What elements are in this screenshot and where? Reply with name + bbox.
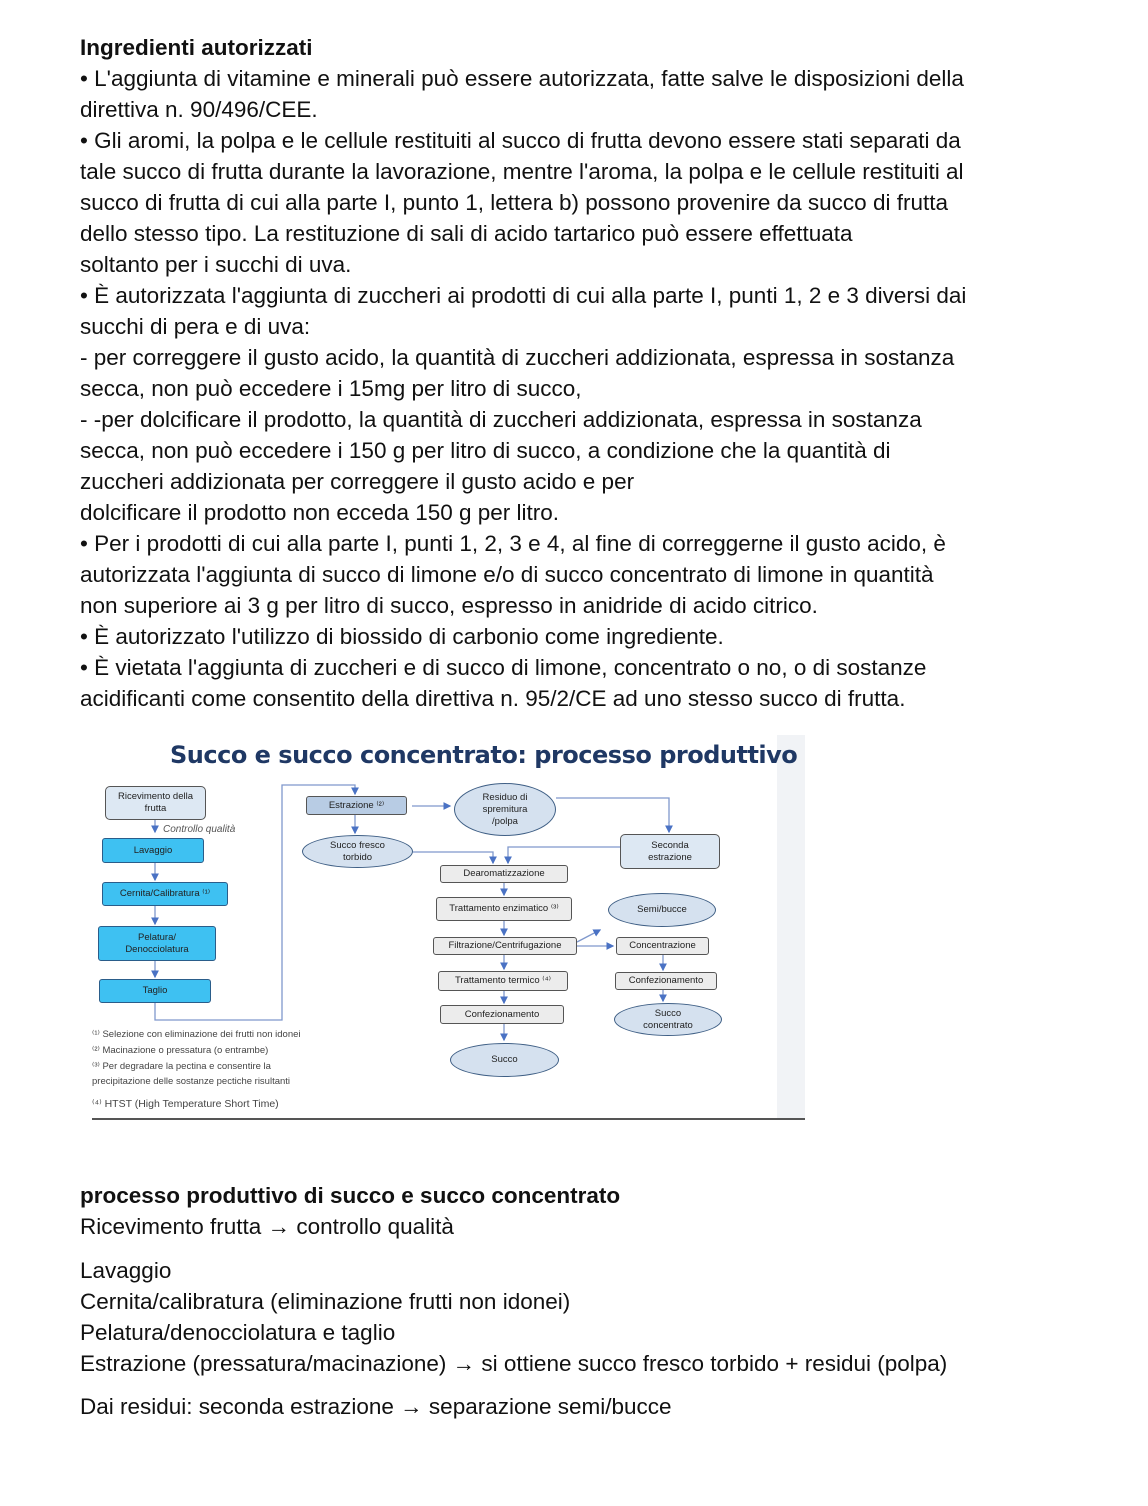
text-line: acidificanti come consentito della direttiva n. 95/2/CE ad uno stesso succo di frutta. [80,686,906,711]
step-taglio: Taglio [99,979,211,1003]
process-diagram [92,735,805,1120]
text-line: succo di frutta di cui alla parte I, punto 1, lettera b) possono provenire da succo di frutta [80,190,948,215]
text-line: Estrazione (pressatura/macinazione) → si ottiene succo fresco torbido + residui (polpa) [80,1351,948,1376]
step-ricevimento: Ricevimento della frutta [105,786,206,820]
step-enzimatico: Trattamento enzimatico ⁽³⁾ [436,897,572,921]
footnote: ⁽²⁾ Macinazione o pressatura (o entrambe) [92,1045,269,1056]
output-succo: Succo [450,1043,559,1077]
text-line: non superiore ai 3 g per litro di succo, espresso in anidride di acido citrico. [80,593,818,618]
text-line: • È autorizzata l'aggiunta di zuccheri ai prodotti di cui alla parte I, punti 1, 2 e 3 diversi dai [80,283,967,308]
text-line: dello stesso tipo. La restituzione di sali di acido tartarico può essere effettuata [80,221,853,246]
section-title: processo produttivo di succo e succo concentrato [80,1183,621,1208]
output-semi-bucce: Semi/bucce [608,893,716,927]
step-cernita: Cernita/Calibratura ⁽¹⁾ [102,882,228,906]
text-line: • Gli aromi, la polpa e le cellule restituiti al succo di frutta devono essere stati separati da [80,128,961,153]
text-line: • L'aggiunta di vitamine e minerali può essere autorizzata, fatte salve le disposizioni della [80,66,964,91]
output-residuo: Residuo di spremitura /polpa [454,783,556,836]
step-trattamento-termico: Trattamento termico ⁽⁴⁾ [438,971,568,991]
footnote: ⁽¹⁾ Selezione con eliminazione dei frutti non idonei [92,1029,301,1040]
output-succo-fresco: Succo fresco torbido [302,835,413,868]
text-line: • È autorizzato l'utilizzo di biossido di carbonio come ingrediente. [80,624,724,649]
step-pelatura: Pelatura/ Denocciolatura [98,926,216,961]
text-line: Lavaggio [80,1258,172,1283]
step-estrazione: Estrazione ⁽²⁾ [306,796,407,815]
text-line: tale succo di frutta durante la lavorazione, mentre l'aroma, la polpa e le cellule restituiti al [80,159,964,184]
text-line: secca, non può eccedere i 150 g per litro di succo, a condizione che la quantità di [80,438,891,463]
text-line: Pelatura/denocciolatura e taglio [80,1320,396,1345]
text-line: soltanto per i succhi di uva. [80,252,352,277]
text-line: autorizzata l'aggiunta di succo di limone e/o di succo concentrato di limone in quantità [80,562,934,587]
step-confezionamento-succo: Confezionamento [440,1005,564,1024]
step-seconda-estrazione: Seconda estrazione [620,834,720,869]
section-title: Ingredienti autorizzati [80,35,313,60]
step-confezionamento-concentrato: Confezionamento [615,972,717,990]
text-line: • Per i prodotti di cui alla parte I, punti 1, 2, 3 e 4, al fine di correggerne il gusto acido, è [80,531,946,556]
text-line: dolcificare il prodotto non ecceda 150 g per litro. [80,500,560,525]
text-line: - per correggere il gusto acido, la quantità di zuccheri addizionata, espressa in sostanza [80,345,955,370]
step-lavaggio: Lavaggio [102,838,204,863]
diagram-title: Succo e succo concentrato: processo produttivo [170,741,798,769]
text-line: Cernita/calibratura (eliminazione frutti non idonei) [80,1289,571,1314]
text-line: secca, non può eccedere i 15mg per litro di succo, [80,376,582,401]
footnote: precipitazione delle sostanze pectiche risultanti [92,1076,291,1087]
step-dearomatizzazione: Dearomatizzazione [440,865,568,883]
step-concentrazione: Concentrazione [616,937,709,955]
step-filtrazione: Filtrazione/Centrifugazione [433,937,577,955]
output-succo-concentrato: Succo concentrato [614,1003,722,1036]
text-line: direttiva n. 90/496/CEE. [80,97,318,122]
text-line: succhi di pera e di uva: [80,314,311,339]
text-line: - -per dolcificare il prodotto, la quantità di zuccheri addizionata, espressa in sostanza [80,407,922,432]
text-line: Dai residui: seconda estrazione → separazione semi/bucce [80,1394,672,1419]
text-line: • È vietata l'aggiunta di zuccheri e di succo di limone, concentrato o no, o di sostanze [80,655,927,680]
text-line: zuccheri addizionata per correggere il gusto acido e per [80,469,635,494]
footnote: ⁽³⁾ Per degradare la pectina e consentire la [92,1061,271,1072]
controllo-qualita-label: Controllo qualità [163,824,236,835]
footnote: ⁽⁴⁾ HTST (High Temperature Short Time) [92,1098,279,1110]
text-line: Ricevimento frutta → controllo qualità [80,1214,454,1239]
